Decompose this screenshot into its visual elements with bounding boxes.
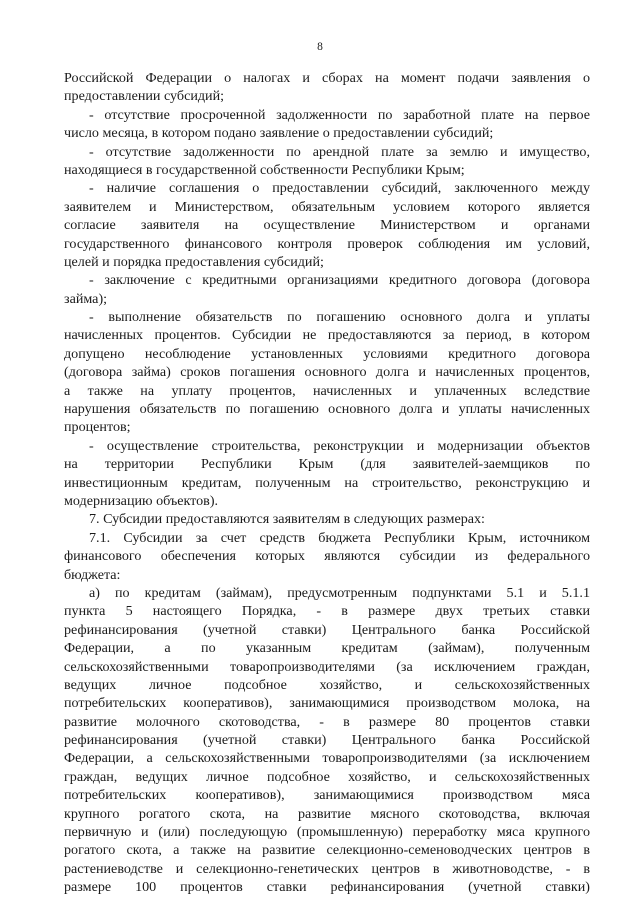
text-line: процентов; xyxy=(64,419,131,436)
text-line: на территории Республики Крым (для заявителей-заемщиков по xyxy=(64,456,590,473)
text-line: Российской Федерации о налогах и сборах на момент подачи заявления о xyxy=(64,70,590,86)
text-line: рефинансирования (учетной ставки) Центрального банка Российской xyxy=(64,732,590,749)
text-line: нарушения обязательств по погашению основного долга и уплаты начисленных xyxy=(64,401,590,418)
text-line: число месяца, в котором подано заявление о предоставлении субсидий; xyxy=(64,125,494,142)
text-line: - наличие соглашения о предоставлении субсидий, заключенного между xyxy=(89,180,590,197)
text-line: рефинансирования (учетной ставки) Центрального банка Российской xyxy=(64,621,590,638)
text-line: заявителем и Министерством, обязательным условием которого является xyxy=(64,198,590,215)
text-line: сельскохозяйственными товаропроизводителями (за исключением граждан, xyxy=(64,658,590,675)
text-line: развитие молочного скотоводства, - в размере 80 процентов ставки xyxy=(64,713,590,730)
text-line: потребительских кооперативов), занимающимися производством мяса xyxy=(64,787,590,804)
text-line: бюджета: xyxy=(64,566,121,583)
text-line: растениеводстве и селекционно-генетических центров в животноводстве, - в xyxy=(64,860,590,877)
text-line: предоставлении субсидий; xyxy=(64,88,225,105)
text-line: ведущих личное подсобное хозяйство, и сельскохозяйственных xyxy=(64,676,590,693)
text-line: финансового обеспечения которых являются субсидии из федерального xyxy=(64,548,590,565)
text-line: начисленных процентов. Субсидии не предоставляются за период, в котором xyxy=(64,327,590,344)
text-line: (договора займа) сроков погашения основного долга и начисленных процентов, xyxy=(64,364,590,381)
text-line: государственного финансового контроля проверок соблюдения им условий, xyxy=(64,235,590,252)
text-line: крупного рогатого скота, на развитие мясного скотоводства, включая xyxy=(64,805,590,822)
text-line: - отсутствие просроченной задолженности по заработной плате на первое xyxy=(89,106,590,123)
page-number: 8 xyxy=(317,41,323,53)
text-line: Федерации, а сельскохозяйственными товаропроизводителями (за исключением xyxy=(64,750,590,767)
text-line: - отсутствие задолженности по арендной плате за землю и имущество, xyxy=(89,143,590,160)
text-line: - выполнение обязательств по погашению основного долга и уплаты xyxy=(89,309,590,326)
text-line: а также на уплату процентов, начисленных и уплаченных вследствие xyxy=(64,382,590,399)
text-line: согласие заявителя на осуществление Министерством и органами xyxy=(64,217,590,234)
text-line: а) по кредитам (займам), предусмотренным подпунктами 5.1 и 5.1.1 xyxy=(89,584,590,601)
text-line: - заключение с кредитными организациями кредитного договора (договора xyxy=(89,272,590,289)
text-line: первичную и (или) последующую (промышленную) переработку мяса крупного xyxy=(64,824,590,841)
text-line: находящиеся в государственной собственности Республики Крым; xyxy=(64,161,465,178)
text-line: граждан, ведущих личное подсобное хозяйство, и сельскохозяйственных xyxy=(64,768,590,785)
document-body xyxy=(64,69,590,897)
text-line: целей и порядка предоставления субсидий; xyxy=(64,253,324,270)
text-line: пункта 5 настоящего Порядка, - в размере двух третьих ставки xyxy=(64,603,590,620)
text-line: займа); xyxy=(64,290,108,307)
text-line: размере 100 процентов ставки рефинансирования (учетной ставки) xyxy=(64,879,590,896)
text-line: допущено несоблюдение установленных условиями кредитного договора xyxy=(64,345,590,362)
text-line: модернизацию объектов). xyxy=(64,492,219,509)
text-line: инвестиционным кредитам, полученным на строительство, реконструкцию и xyxy=(64,474,590,491)
text-line: 7.1. Субсидии за счет средств бюджета Республики Крым, источником xyxy=(89,529,590,546)
text-line: Федерации, а по указанным кредитам (займам), полученным xyxy=(64,640,590,657)
text-line: рогатого скота, а также на развитие селекционно-семеноводческих центров в xyxy=(64,842,590,859)
text-line: 7. Субсидии предоставляются заявителям в следующих размерах: xyxy=(89,511,485,528)
text-line: - осуществление строительства, реконструкции и модернизации объектов xyxy=(89,437,590,454)
text-line: потребительских кооперативов), занимающимися производством молока, на xyxy=(64,695,590,712)
